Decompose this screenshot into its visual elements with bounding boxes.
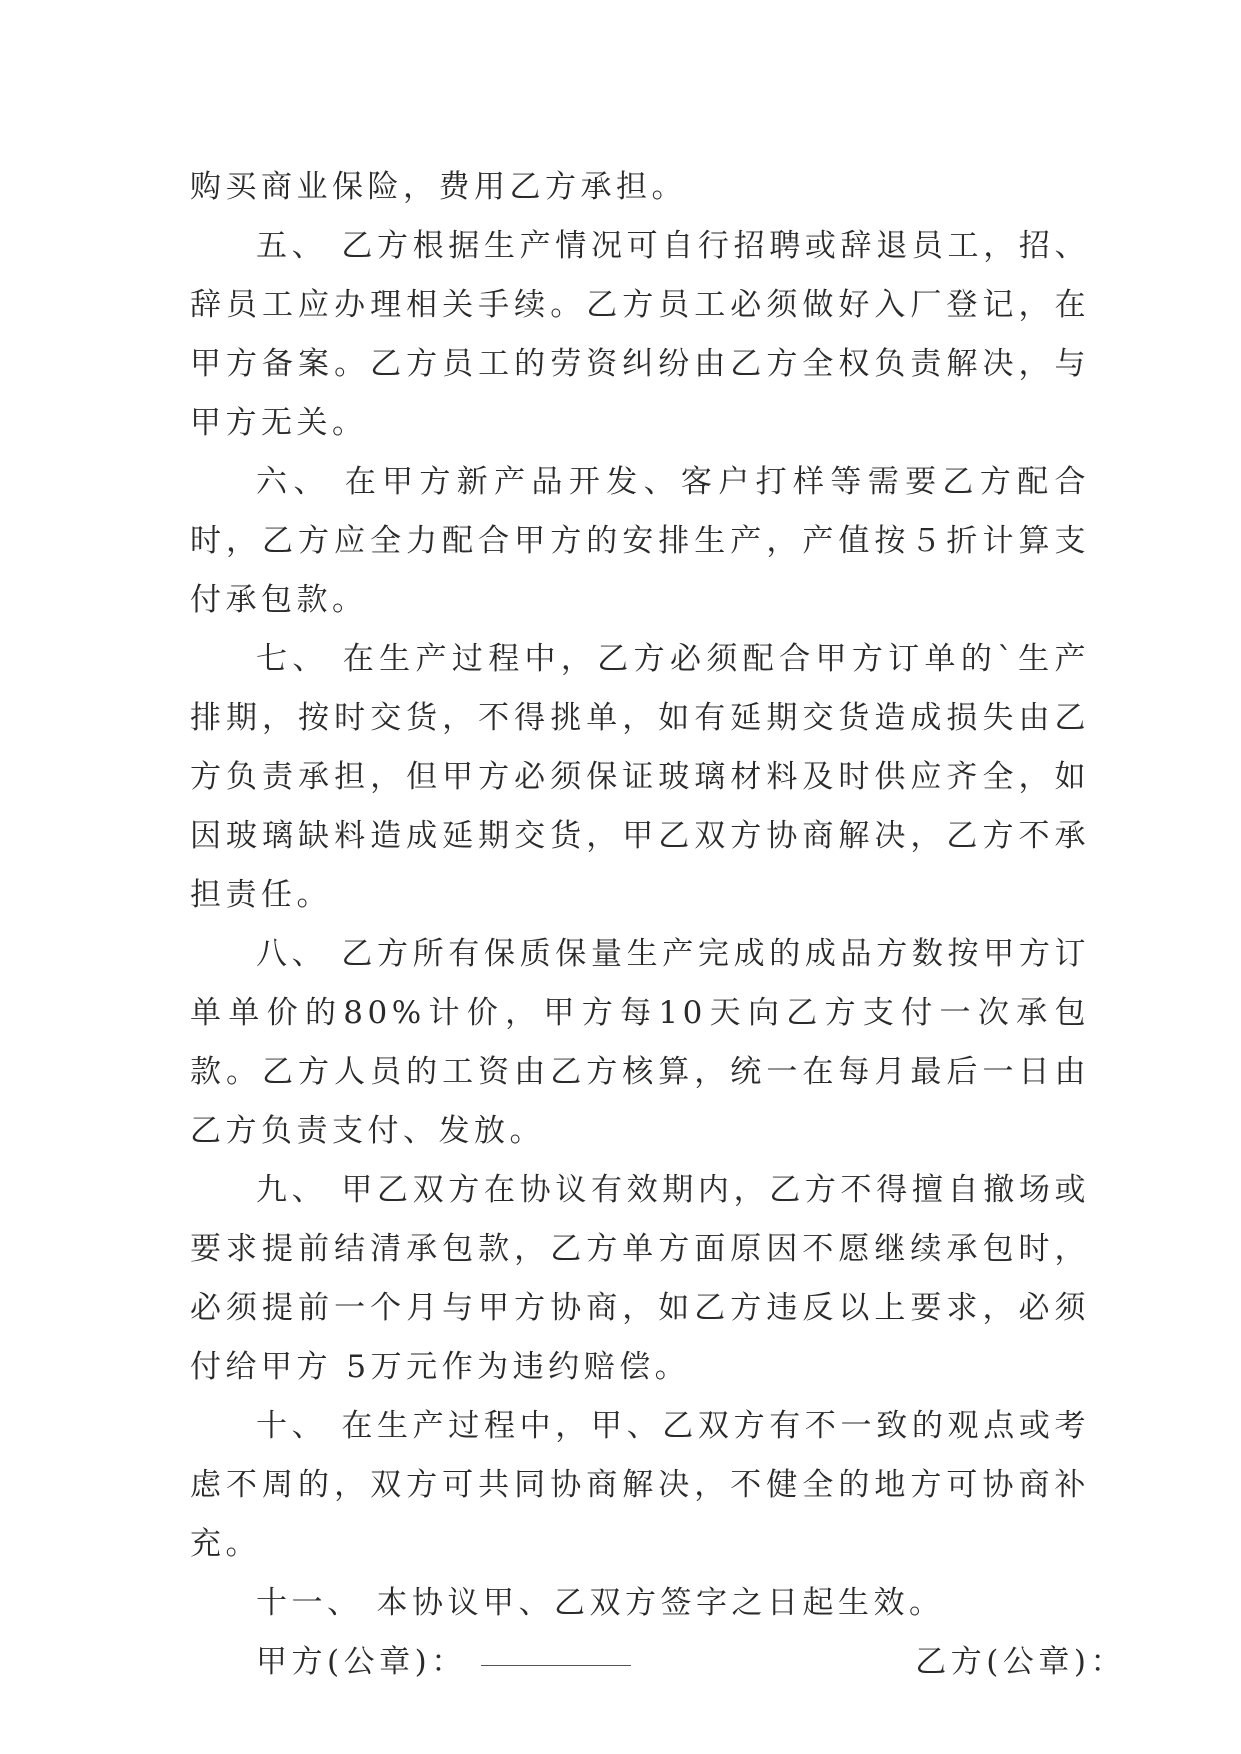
- clause-9: [190, 1161, 1090, 1397]
- clause-number: 九、: [256, 1172, 328, 1208]
- clause-number: 五、: [256, 228, 328, 264]
- clause-7: [190, 630, 1090, 925]
- clause-number: 八、: [256, 936, 328, 972]
- clause-text: 本协议甲、乙双方签字之日起生效。: [376, 1585, 945, 1621]
- clause-text: 乙方所有保质保量生产完成的成品方数按甲方订单单价的80%计价，甲方每10天向乙方支付一次承包款。乙方人员的工资由乙方核算，统一在每月最后一日由乙方负责支付、发放。: [190, 936, 1091, 1149]
- signature-row: [190, 1633, 1126, 1692]
- clause-text: 在生产过程中，乙方必须配合甲方订单的`生产排期，按时交货，不得挑单，如有延期交货造成损失由乙方负责承担，但甲方必须保证玻璃材料及时供应齐全，如因玻璃缺料造成延期交货，甲乙双方协商解决，乙方不承担责任。: [190, 641, 1091, 913]
- clause-text: 在生产过程中，甲、乙双方有不一致的观点或考虑不周的，双方可共同协商解决，不健全的地方可协商补充。: [190, 1408, 1091, 1562]
- party-a-label: 甲方(公章)：: [256, 1644, 467, 1680]
- clause-number: 六、: [256, 464, 331, 500]
- clause-number: 七、: [256, 641, 329, 677]
- party-b-label: 乙方(公章)：: [915, 1644, 1126, 1680]
- clause-5: [190, 217, 1090, 453]
- clause-10: [190, 1397, 1090, 1574]
- party-a-signature: [256, 1633, 631, 1692]
- clause-6: [190, 453, 1090, 630]
- document-body: [190, 158, 1126, 1692]
- clause-number: 十、: [256, 1408, 328, 1444]
- clause-text: 购买商业保险，费用乙方承担。: [190, 169, 687, 205]
- clause-text: 甲乙双方在协议有效期内，乙方不得擅自撤场或要求提前结清承包款，乙方单方面原因不愿继续承包时，必须提前一个月与甲方协商，如乙方违反以上要求，必须付给甲方 5万元作为违约赔偿。: [190, 1172, 1091, 1385]
- clause-text: 乙方根据生产情况可自行招聘或辞退员工，招、辞员工应办理相关手续。乙方员工必须做好入厂登记，在甲方备案。乙方员工的劳资纠纷由乙方全权负责解决，与甲方无关。: [190, 228, 1091, 441]
- clause-11: [190, 1574, 1090, 1633]
- clause-number: 十一、: [256, 1585, 363, 1621]
- clause-8: [190, 925, 1090, 1161]
- clause-text: 在甲方新产品开发、客户打样等需要乙方配合时，乙方应全力配合甲方的安排生产，产值按５折计算支付承包款。: [190, 464, 1091, 618]
- party-a-signature-blank[interactable]: [481, 1664, 631, 1666]
- clause-continuation: [190, 158, 1090, 217]
